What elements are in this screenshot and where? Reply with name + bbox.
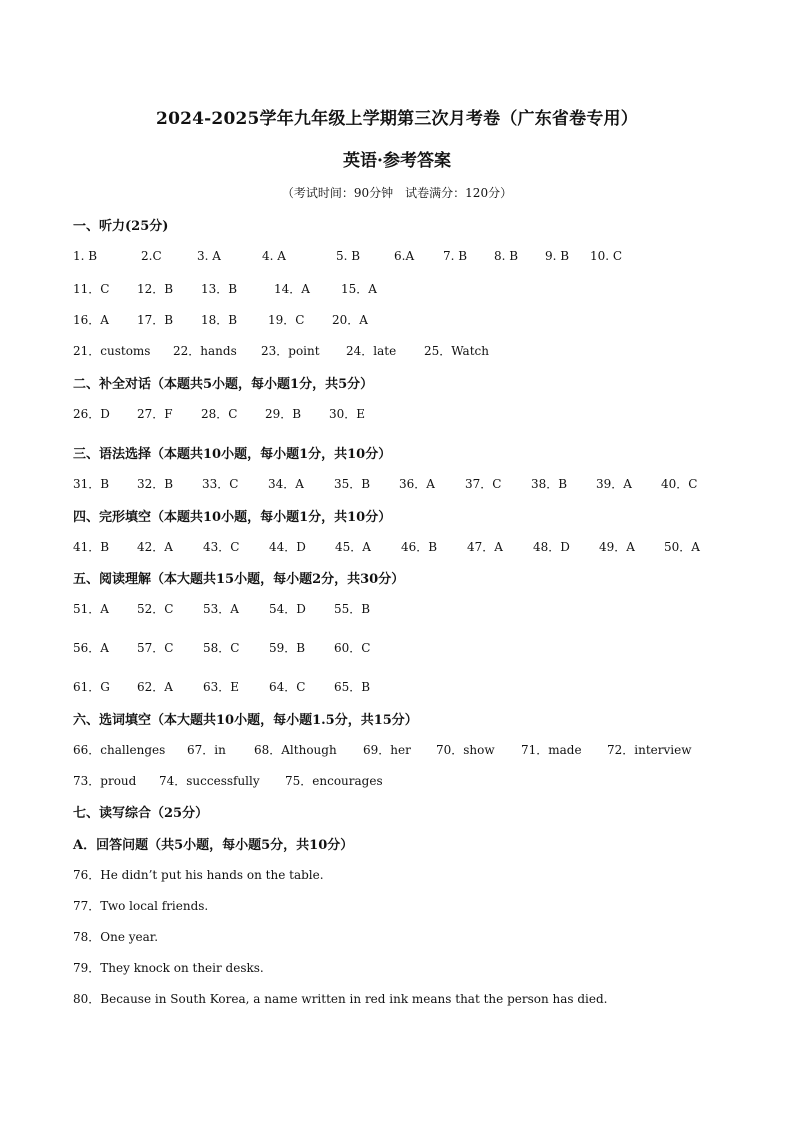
answer-item: 11．C [73,282,110,296]
answer-row-41-50 [73,538,733,556]
answer-item: 48．D [533,540,570,554]
answer-item: 34．A [268,477,304,491]
answer-item: 69．her [363,743,411,757]
answer-item: 58．C [203,641,240,655]
answer-item: 23．point [261,344,320,358]
answer-row-26-30 [73,405,733,423]
answer-row-56-60 [73,639,733,657]
answer-item: 31．B [73,477,110,491]
answer-item: 56．A [73,641,109,655]
section-read-write-heading: 七、读写综合（25分） [73,806,209,821]
answer-item: 51．A [73,602,109,616]
answer-item: 24．late [346,344,397,358]
answer-item: 25．Watch [424,344,489,358]
answer-item: 6.A [394,249,415,263]
answer-item: 44．D [269,540,306,554]
answer-item: 7. B [443,249,468,263]
answer-item: 66．challenges [73,743,166,757]
answer-item: 20．A [332,313,368,327]
answer-item: 54．D [269,602,306,616]
answer-row-66-72 [73,741,733,759]
answer-item: 29．B [265,407,302,421]
answer-line-80: 80．Because in South Korea, a name written in red ink means that the person has died. [73,992,608,1006]
answer-item: 21．customs [73,344,151,358]
answer-item: 12．B [137,282,174,296]
section-listening-heading: 一、听力(25分) [73,219,169,234]
answer-row-31-40 [73,475,733,493]
answer-item: 13．B [201,282,238,296]
answer-item: 22．hands [173,344,237,358]
answer-item: 32．B [137,477,174,491]
answer-item: 47．A [467,540,503,554]
answer-item: 2.C [141,249,162,263]
answer-item: 26．D [73,407,110,421]
answer-row-61-65 [73,678,733,696]
answer-item: 14．A [274,282,310,296]
answer-item: 28．C [201,407,238,421]
answer-line-78: 78．One year. [73,930,159,944]
section-answer-questions-heading: A．回答问题（共5小题，每小题5分，共10分） [73,838,354,853]
answer-item: 15．A [341,282,377,296]
answer-item: 18．B [201,313,238,327]
answer-item: 17．B [137,313,174,327]
answer-item: 36．A [399,477,435,491]
answer-item: 3. A [197,249,221,263]
answer-item: 42．A [137,540,173,554]
answer-item: 61．G [73,680,110,694]
section-dialogue-heading: 二、补全对话（本题共5小题，每小题1分，共5分） [73,377,374,392]
answer-item: 73．proud [73,774,137,788]
answer-item: 74．successfully [159,774,260,788]
answer-item: 55．B [334,602,371,616]
answer-item: 27．F [137,407,173,421]
section-word-fill-heading: 六、选词填空（本大题共10小题，每小题1.5分，共15分） [73,713,418,728]
answer-item: 60．C [334,641,371,655]
answer-item: 63．E [203,680,240,694]
answer-item: 53．A [203,602,239,616]
answer-line-79: 79．They knock on their desks. [73,961,264,975]
answer-item: 72．interview [607,743,692,757]
answer-item: 40．C [661,477,698,491]
answer-item: 39．A [596,477,632,491]
answer-line-76: 76．He didn’t put his hands on the table. [73,868,324,882]
answer-item: 1. B [73,249,98,263]
answer-row-1-10 [73,249,733,267]
answer-item: 67．in [187,743,226,757]
answer-item: 35．B [334,477,371,491]
answer-item: 43．C [203,540,240,554]
answer-item: 33．C [202,477,239,491]
answer-item: 5. B [336,249,361,263]
page-subtitle: 英语·参考答案 [343,151,451,171]
answer-item: 68．Although [254,743,337,757]
answer-item: 45．A [335,540,371,554]
answer-item: 4. A [262,249,286,263]
answer-item: 49．A [599,540,635,554]
answer-item: 59．B [269,641,306,655]
answer-item: 37．C [465,477,502,491]
section-cloze-heading: 四、完形填空（本题共10小题，每小题1分，共10分） [73,510,392,525]
answer-item: 30．E [329,407,366,421]
answer-item: 75．encourages [285,774,383,788]
answer-item: 41．B [73,540,110,554]
answer-row-21-25 [73,342,733,360]
answer-item: 52．C [137,602,174,616]
answer-item: 46．B [401,540,438,554]
answer-item: 62．A [137,680,173,694]
answer-item: 19．C [268,313,305,327]
answer-line-77: 77．Two local friends. [73,899,209,913]
answer-item: 50．A [664,540,700,554]
exam-info: （考试时间：90分钟 试卷满分：120分） [281,186,513,200]
answer-row-11-15 [73,280,733,298]
answer-item: 65．B [334,680,371,694]
answer-item: 10. C [590,249,623,263]
answer-item: 16．A [73,313,109,327]
section-reading-heading: 五、阅读理解（本大题共15小题，每小题2分，共30分） [73,572,405,587]
answer-row-51-55 [73,600,733,618]
answer-row-73-75 [73,772,733,790]
answer-item: 70．show [436,743,495,757]
answer-item: 38．B [531,477,568,491]
page-title: 2024-2025学年九年级上学期第三次月考卷（广东省卷专用） [156,109,638,129]
answer-row-16-20 [73,311,733,329]
answer-item: 57．C [137,641,174,655]
answer-item: 64．C [269,680,306,694]
answer-item: 9. B [545,249,570,263]
answer-item: 71．made [521,743,582,757]
answer-item: 8. B [494,249,519,263]
section-grammar-heading: 三、语法选择（本题共10小题，每小题1分，共10分） [73,447,392,462]
